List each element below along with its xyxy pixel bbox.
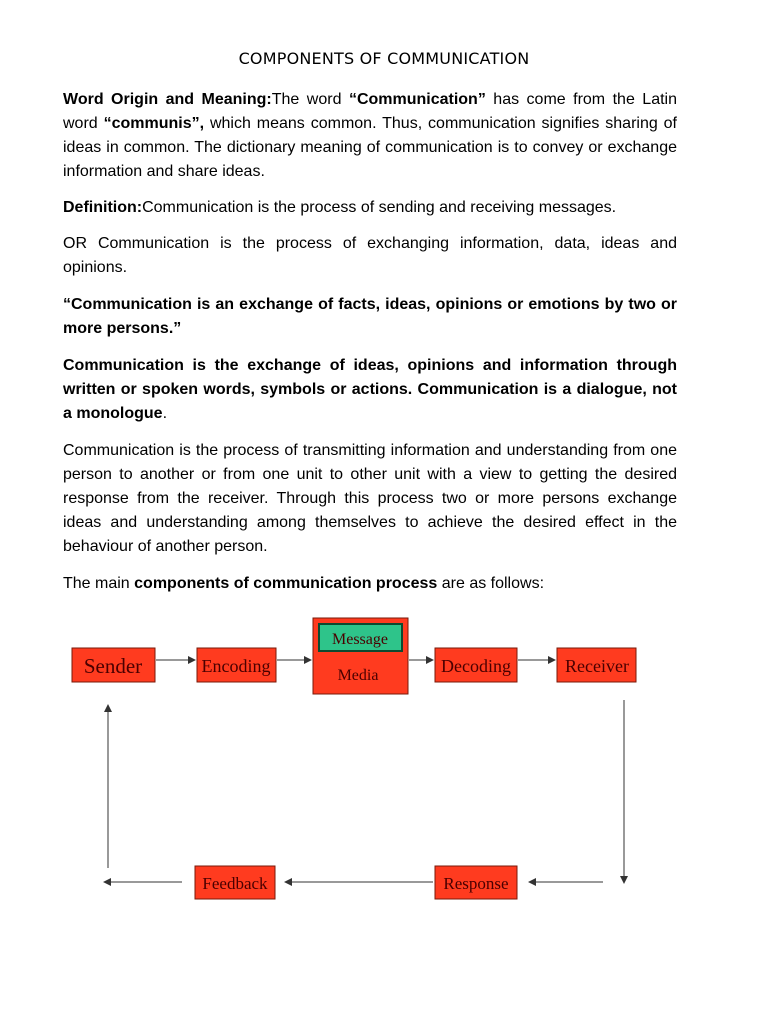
node-media-label: Media: [337, 667, 379, 684]
components-intro-text-2: are as follows:: [437, 575, 545, 592]
process-paragraph: Communication is the process of transmitting information and understanding from one person to another or from one unit to other unit with a view to getting the desired response from the receiver. Through this process two or more persons exchange ideas and understanding among themselves to achieve the desired effect in the behaviour of another person.: [63, 442, 677, 555]
word-origin-text-1: The word: [271, 91, 349, 108]
node-message-media: [313, 618, 408, 694]
definition-heading: Definition:: [63, 199, 143, 216]
definition-text: Communication is the process of sending and receiving messages.: [142, 199, 617, 216]
word-origin-text-2: has come from the Latin word: [63, 91, 678, 132]
page-title: COMPONENTS OF COMMUNICATION: [238, 49, 530, 68]
node-sender-label: Sender: [83, 654, 143, 678]
quote-paragraph: “Communication is an exchange of facts, ideas, opinions or emotions by two or more persons.”: [63, 296, 677, 337]
word-communis: “communis”,: [103, 115, 205, 132]
node-response-label: Response: [443, 874, 509, 893]
node-response: [435, 866, 517, 899]
word-origin-paragraph: [63, 88, 677, 184]
node-decoding-label: Decoding: [441, 656, 511, 676]
node-feedback: [195, 866, 275, 899]
components-intro: [63, 572, 677, 596]
word-communication: “Communication”: [348, 91, 486, 108]
components-intro-text-1: The main: [63, 575, 135, 592]
node-encoding: [197, 648, 276, 682]
node-feedback-label: Feedback: [202, 874, 268, 893]
node-sender: [72, 648, 155, 682]
definition-paragraph: [63, 196, 677, 220]
components-intro-bold: components of communication process: [134, 575, 438, 592]
or-definition-paragraph: OR Communication is the process of exchanging information, data, ideas and opinions.: [63, 235, 677, 276]
node-encoding-label: Encoding: [201, 656, 271, 676]
node-receiver-label: Receiver: [565, 656, 629, 676]
bold-definition-paragraph: [63, 354, 677, 426]
word-origin-heading: Word Origin and Meaning:: [63, 91, 272, 108]
bold-definition-text: Communication is the exchange of ideas, opinions and information through written or spoken words, symbols or actions. Communication is a dialogue, not a monologue: [63, 357, 677, 422]
node-message-label: Message: [332, 631, 388, 648]
bold-definition-period: .: [162, 405, 168, 422]
node-decoding: [435, 648, 517, 682]
word-origin-text-3: which means common. Thus, communication signifies sharing of ideas in common. The dictionary meaning of communication is to convey or exchange information and share ideas.: [63, 115, 677, 180]
node-receiver: [557, 648, 636, 682]
